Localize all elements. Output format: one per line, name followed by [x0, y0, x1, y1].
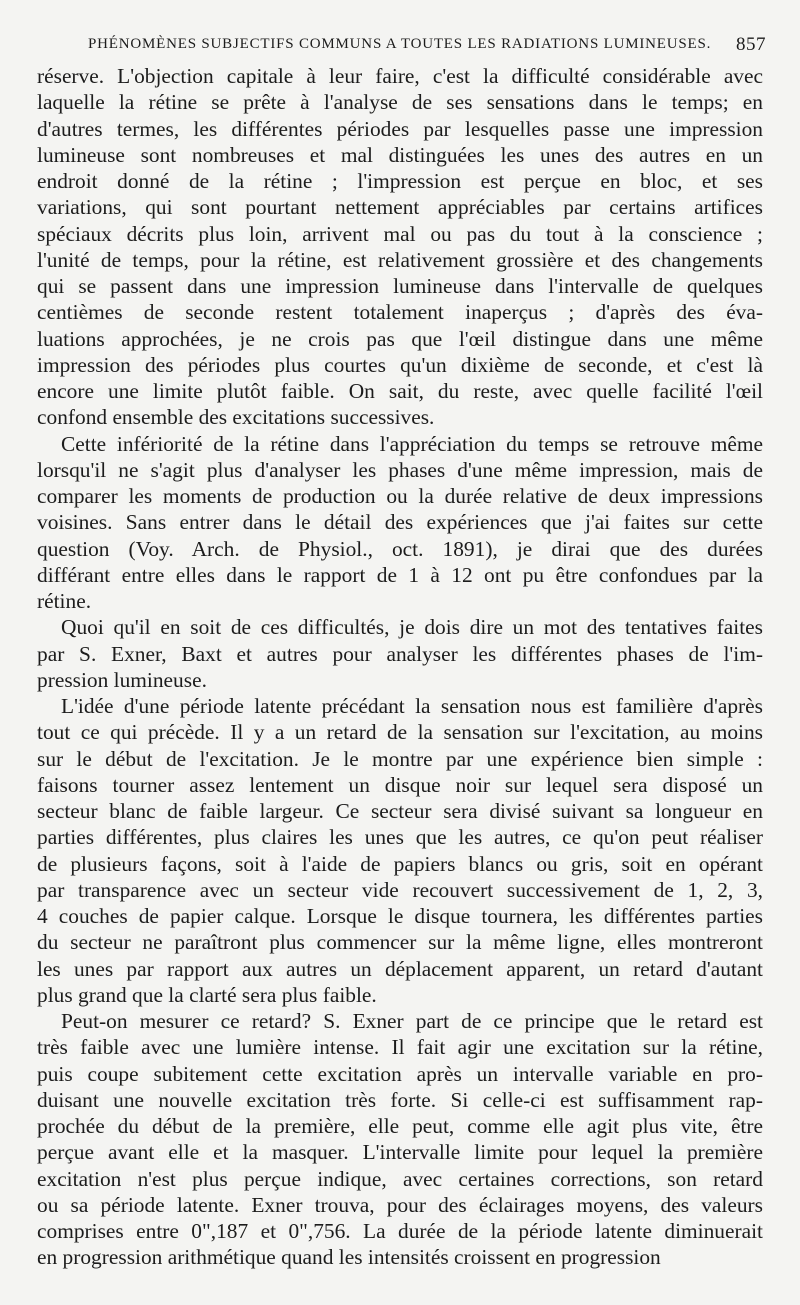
text-line: 4 couches de papier calque. Lorsque le disque tournera, les différentes parties — [37, 904, 763, 928]
text-line: encore une limite plutôt faible. On sait, du reste, avec quelle facilité l'œil — [37, 379, 763, 403]
text-line: puis coupe subitement cette excitation après un intervalle variable en pro- — [37, 1061, 763, 1086]
text-line: endroit donné de la rétine ; l'impression est perçue en bloc, et ses — [37, 169, 763, 193]
text-line: prochée du début de la première, elle peut, comme elle agit plus vite, être — [37, 1114, 763, 1138]
text-line: variations, qui sont pourtant nettement appréciables par certains artifices — [37, 195, 763, 220]
text-line: secteur blanc de faible largeur. Ce secteur sera divisé suivant sa longueur en — [37, 799, 763, 823]
text-line: spéciaux décrits plus loin, arrivent mal ou pas du tout à la conscience ; — [37, 221, 763, 246]
running-title: PHÉNOMÈNES SUBJECTIFS COMMUNS A TOUTES LES RADIATIONS LUMINEUSES. — [88, 36, 712, 52]
text-line: très faible avec une lumière intense. Il fait agir une excitation sur la rétine, — [37, 1035, 763, 1060]
text-line: impression des périodes plus courtes qu'un dixième de seconde, et c'est là — [37, 352, 763, 377]
text-line: différant entre elles dans le rapport de 1 à 12 ont pu être confondues par la — [37, 562, 763, 587]
text-line: les unes par rapport aux autres un déplacement apparent, un retard d'autant — [37, 956, 763, 981]
text-line: l'unité de temps, pour la rétine, est relativement grossière et des changements — [37, 247, 763, 272]
text-line: pression lumineuse. — [37, 667, 207, 692]
text-line: plus grand que la clarté sera plus faible. — [37, 982, 377, 1007]
text-line: comprises entre 0",187 et 0",756. La durée de la période latente diminuerait — [37, 1219, 763, 1243]
text-line: voisines. Sans entrer dans le détail des expériences que j'ai faites sur cette — [37, 510, 763, 535]
text-line: faisons tourner assez lentement un disque noir sur lequel sera disposé un — [37, 772, 763, 797]
text-line: rétine. — [37, 589, 92, 613]
text-line: par S. Exner, Baxt et autres pour analyser les différentes phases de l'im- — [37, 641, 763, 666]
text-line: centièmes de seconde restent totalement inaperçus ; d'après des éva- — [37, 300, 763, 325]
text-line: parties différentes, plus claires les unes que les autres, ce qu'on peut réaliser — [37, 825, 763, 850]
text-line: lumineuse sont nombreuses et mal distinguées les unes des autres en un — [37, 142, 763, 167]
text-line: réserve. L'objection capitale à leur faire, c'est la difficulté considérable avec — [37, 64, 763, 88]
text-line: excitation n'est plus perçue indique, avec certaines corrections, son retard — [37, 1166, 763, 1191]
text-line: Quoi qu'il en soit de ces difficultés, je dois dire un mot des tentatives faites — [61, 615, 763, 640]
text-line: qui se passent dans une impression lumineuse dans l'intervalle de quelques — [37, 274, 763, 298]
text-line: en progression arithmétique quand les intensités croissent en progression — [37, 1245, 661, 1270]
text-line: perçue avant elle et la masquer. L'intervalle limite pour lequel la première — [37, 1140, 763, 1165]
running-head — [36, 34, 766, 58]
text-line: duisant une nouvelle excitation très forte. Si celle-ci est suffisamment rap- — [37, 1087, 763, 1112]
text-line: du secteur ne paraîtront plus commencer sur la même ligne, elles montreront — [37, 930, 763, 955]
text-line: ou sa période latente. Exner trouva, pour des éclairages moyens, des valeurs — [37, 1192, 763, 1217]
page-number: 857 — [736, 34, 766, 55]
body-text — [37, 63, 763, 1271]
text-line: question (Voy. Arch. de Physiol., oct. 1891), je dirai que des durées — [37, 536, 763, 561]
text-line: L'idée d'une période latente précédant la sensation nous est familière d'après — [61, 694, 763, 718]
text-line: Cette infériorité de la rétine dans l'appréciation du temps se retrouve même — [61, 431, 763, 456]
text-line: d'autres termes, les différentes périodes par lesquelles passe une impression — [37, 116, 763, 141]
text-line: laquelle la rétine se prête à l'analyse de ses sensations dans le temps; en — [37, 90, 763, 115]
text-line: sur le début de l'excitation. Je le montre par une expérience bien simple : — [37, 746, 763, 771]
text-line: de plusieurs façons, soit à l'aide de papiers blancs ou gris, soit en opérant — [37, 851, 763, 876]
text-line: par transparence avec un secteur vide recouvert successivement de 1, 2, 3, — [37, 877, 763, 902]
text-line: Peut-on mesurer ce retard? S. Exner part de ce principe que le retard est — [61, 1009, 763, 1033]
text-line: luations approchées, je ne crois pas que l'œil distingue dans une même — [37, 326, 763, 351]
text-line: confond ensemble des excitations successives. — [37, 405, 435, 430]
text-line: tout ce qui précède. Il y a un retard de la sensation sur l'excitation, au moins — [37, 720, 763, 745]
text-line: lorsqu'il ne s'agit plus d'analyser les phases d'une même impression, mais de — [37, 457, 763, 482]
text-line: comparer les moments de production ou la durée relative de deux impressions — [37, 484, 763, 508]
